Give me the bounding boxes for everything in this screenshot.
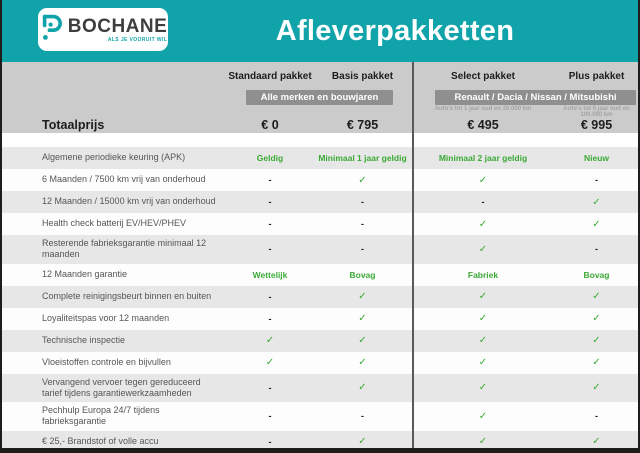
feature-text-value: Bovag: [349, 269, 376, 280]
column-header-standaard: Standaard pakket: [228, 71, 312, 82]
feature-label: Vloeistoffen controle en bijvullen: [42, 356, 171, 367]
feature-label: Complete reinigingsbeurt binnen en buiten: [42, 290, 212, 301]
package-header-row: [0, 71, 640, 87]
check-icon: ✓: [478, 436, 488, 447]
feature-text-value: Bovag: [583, 269, 610, 280]
check-icon: ✓: [592, 218, 601, 230]
page-title: Afleverpakketten: [275, 14, 515, 47]
check-icon: ✓: [592, 335, 601, 346]
feature-label: Algemene periodieke keuring (APK): [42, 152, 186, 163]
feature-row: [0, 308, 640, 330]
column-header-select: Select pakket: [451, 71, 515, 82]
feature-label: Vervangend vervoer tegen gereduceerd tarief tijdens garantiewerkzaamheden: [42, 376, 201, 398]
feature-label: 12 Maanden garantie: [42, 268, 128, 279]
check-icon: ✓: [265, 335, 275, 346]
check-icon: ✓: [358, 335, 367, 346]
dash-icon: -: [361, 197, 364, 207]
check-icon: ✓: [478, 335, 488, 346]
bochane-logo: [38, 8, 168, 51]
brand-name: BOCHANE: [67, 15, 168, 37]
check-icon: ✓: [592, 196, 601, 208]
feature-row: [0, 169, 640, 191]
feature-label: Loyaliteitspas voor 12 maanden: [42, 312, 170, 323]
feature-label: Health check batterij EV/HEV/PHEV: [42, 218, 187, 229]
check-icon: ✓: [592, 357, 601, 368]
dash-icon: -: [268, 291, 272, 302]
feature-row: [0, 213, 640, 235]
check-icon: ✓: [478, 291, 488, 302]
check-icon: ✓: [592, 313, 601, 324]
check-icon: ✓: [592, 382, 601, 394]
check-icon: ✓: [478, 382, 488, 394]
feature-row: [0, 147, 640, 169]
badge-alle-merken: Alle merken en bouwjaren: [246, 90, 393, 105]
feature-label: € 25,- Brandstof of volle accu: [42, 435, 159, 446]
price-plus: € 995: [580, 117, 613, 132]
check-icon: ✓: [592, 291, 601, 302]
feature-label: Technische inspectie: [42, 334, 126, 345]
total-price-row: [0, 116, 640, 133]
price-select: € 495: [467, 117, 499, 132]
feature-label: 6 Maanden / 7500 km vrij van onderhoud: [42, 174, 206, 185]
dash-icon: -: [268, 411, 272, 422]
package-group-divider: [412, 62, 414, 448]
column-notes-row: [0, 106, 640, 116]
price-standaard: € 0: [261, 117, 279, 132]
dash-icon: -: [268, 382, 272, 393]
check-icon: ✓: [358, 436, 367, 447]
feature-row: [0, 330, 640, 352]
feature-row: [0, 264, 640, 286]
top-banner: [0, 0, 640, 62]
feature-text-value: Minimaal 2 jaar geldig: [438, 153, 528, 163]
column-header-plus: Plus pakket: [568, 71, 625, 82]
dash-icon: -: [595, 411, 598, 422]
bottom-frame-edge: [0, 448, 640, 453]
feature-text-value: Wettelijk: [252, 269, 288, 280]
check-icon: ✓: [592, 436, 601, 447]
dash-icon: -: [595, 244, 598, 255]
spacer-row: [0, 133, 640, 147]
feature-text-value: Geldig: [256, 153, 284, 163]
feature-row: [0, 352, 640, 374]
note-plus-pakket: Auto's tot 5 jaar oud en 100.000 km: [563, 106, 630, 118]
dash-icon: -: [595, 175, 598, 185]
check-icon: ✓: [478, 410, 488, 422]
feature-row: [0, 286, 640, 308]
dash-icon: -: [268, 313, 272, 324]
note-select-pakket: Auto's tot 1 jaar oud en 20.000 km: [434, 106, 532, 112]
check-icon: ✓: [358, 291, 367, 302]
check-icon: ✓: [358, 174, 367, 186]
dash-icon: -: [268, 244, 272, 255]
table-header-band: [0, 62, 640, 133]
brand-tagline: ALS JE VOORUIT WIL: [107, 36, 168, 43]
check-icon: ✓: [478, 174, 488, 186]
dash-icon: -: [268, 175, 272, 185]
check-icon: ✓: [478, 357, 488, 368]
feature-row: [0, 402, 640, 431]
dash-icon: -: [361, 411, 364, 422]
feature-text-value: Fabriek: [467, 269, 499, 280]
feature-row: [0, 374, 640, 403]
dash-icon: -: [361, 219, 364, 229]
check-icon: ✓: [478, 313, 488, 324]
left-frame-edge: [0, 0, 2, 453]
dash-icon: -: [268, 197, 272, 207]
check-icon: ✓: [358, 357, 367, 368]
check-icon: ✓: [478, 218, 488, 230]
feature-row: [0, 235, 640, 264]
dash-icon: -: [481, 197, 485, 207]
check-icon: ✓: [358, 313, 367, 324]
feature-label: Pechhulp Europa 24/7 tijdens fabrieksgarantie: [42, 405, 160, 427]
group-badge-row: [0, 90, 640, 106]
dash-icon: -: [268, 436, 272, 447]
column-header-basis: Basis pakket: [331, 71, 394, 82]
feature-table-body: [0, 147, 640, 453]
price-basis: € 795: [346, 117, 379, 132]
check-icon: ✓: [478, 243, 488, 255]
check-icon: ✓: [358, 382, 367, 394]
feature-label: 12 Maanden / 15000 km vrij van onderhoud: [42, 196, 216, 207]
dash-icon: -: [361, 244, 364, 255]
feature-label: Resterende fabrieksgarantie minimaal 12 maanden: [42, 238, 207, 260]
total-price-label: Totaalprijs: [42, 117, 105, 132]
feature-text-value: Minimaal 1 jaar geldig: [318, 153, 407, 163]
badge-merken-lijst: Renault / Dacia / Nissan / Mitsubishi: [435, 90, 636, 105]
bochane-logo-icon: [39, 12, 63, 47]
dash-icon: -: [268, 219, 272, 229]
check-icon: ✓: [265, 357, 275, 368]
feature-row: [0, 191, 640, 213]
feature-text-value: Nieuw: [583, 153, 610, 163]
